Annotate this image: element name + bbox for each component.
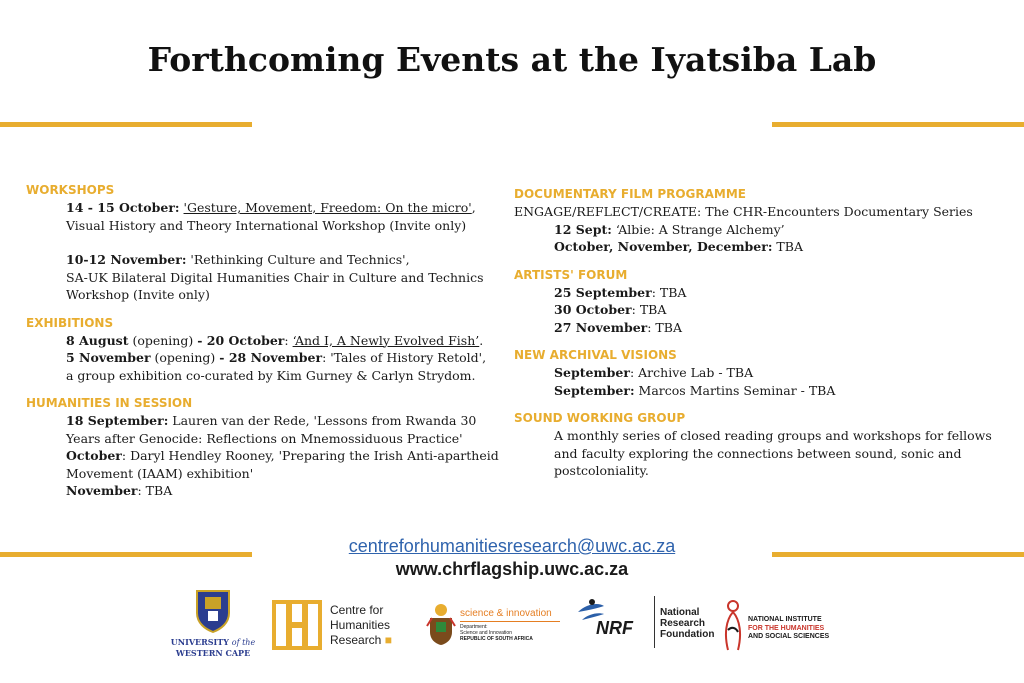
humanities-entry-1 [26, 412, 506, 447]
event-title: ‘Albie: A Strange Alchemy’ [611, 221, 785, 237]
contact-email-link[interactable]: centreforhumanitiesresearch@uwc.ac.za [348, 536, 676, 556]
dsi-line: REPUBLIC OF SOUTH AFRICA [460, 636, 533, 642]
event-title: : Daryl Hendley Rooney, 'Preparing the Irish Anti-apartheid [121, 448, 499, 463]
dsi-line: Department: [460, 624, 488, 630]
event-title: : TBA [651, 284, 687, 300]
nrf-name: Research [660, 618, 706, 629]
dsi-title: science & innovation [460, 608, 552, 619]
exhibition-entry-1: 8 August (opening) - 20 October: ‘And I, A Newly Evolved Fish’. [66, 332, 484, 348]
uwc-of-the: of the [231, 638, 256, 647]
chr-name-2: Humanities [330, 618, 391, 632]
dsi-logo [426, 602, 566, 652]
event-description: a group exhibition co-curated by Kim Gurney & Carlyn Strydom. [66, 367, 476, 383]
event-date: 5 November [66, 350, 151, 365]
event-date: October, November, December: [554, 239, 773, 254]
film-entry-2 [514, 238, 1014, 256]
event-description: SA-UK Bilateral Digital Humanities Chair in Culture and Technics [66, 269, 484, 285]
event-title: : 'Tales of History Retold', [322, 350, 487, 365]
nrf-name: Foundation [660, 629, 715, 640]
artists-entry-1 [514, 284, 1014, 302]
event-date: October [66, 448, 122, 463]
workshop-entry-2 [26, 251, 506, 304]
event-title: : TBA [631, 302, 667, 317]
section-heading-film: DOCUMENTARY FILM PROGRAMME [514, 187, 747, 201]
event-title: : TBA [647, 319, 682, 335]
coat-of-arms-icon [426, 602, 456, 646]
section-heading-humanities: HUMANITIES IN SESSION [26, 396, 193, 410]
website-link[interactable]: www.chrflagship.uwc.ac.za [395, 559, 629, 579]
event-date: 10-12 November: [66, 252, 187, 267]
event-description: Years after Genocide: Reflections on Mnemossiduous Practice' [66, 430, 463, 446]
event-description: Visual History and Theory International Workshop (Invite only) [66, 217, 467, 233]
archival-entry-2 [514, 382, 1014, 400]
description-line: postcoloniality. [554, 463, 649, 478]
nihss-name: NATIONAL INSTITUTE [748, 616, 822, 623]
nihss-name: FOR THE HUMANITIES [748, 624, 825, 632]
sound-description [514, 427, 1014, 480]
nrf-name: National [660, 607, 700, 618]
artists-entry-2 [514, 301, 1014, 319]
uwc-logo [168, 587, 258, 667]
nihss-name: AND SOCIAL SCIENCES [748, 633, 830, 640]
humanities-entry-3 [26, 482, 506, 500]
nihss-figure-icon [720, 600, 746, 656]
section-heading-workshops: WORKSHOPS [26, 183, 115, 197]
archival-entry-1 [514, 364, 1014, 382]
event-date: 8 August [66, 332, 129, 348]
crest-icon [193, 587, 233, 633]
event-date: 18 September: [66, 413, 169, 428]
chr-logo: Centre for Humanities Research ■ [272, 600, 412, 652]
event-description: Workshop (Invite only) [66, 287, 210, 302]
event-date: 27 November [554, 319, 648, 335]
nrf-logo [574, 596, 720, 652]
event-title: 'Gesture, Movement, Freedom: On the micro' [183, 200, 472, 215]
nrf-abbr: NRF [596, 618, 633, 638]
nihss-logo [720, 600, 840, 660]
event-date: September [554, 365, 630, 380]
workshop-entry-1: 14 - 15 October: 'Gesture, Movement, Freedom: On the micro', Visual History and Theory International Workshop (Invite only) [66, 200, 476, 233]
page-title: Forthcoming Events at the Iyatsiba Lab [147, 40, 877, 79]
chr-mark-icon [272, 600, 322, 650]
dsi-line: Science and Innovation [460, 630, 512, 636]
right-column [514, 186, 1014, 480]
event-title: : TBA [137, 483, 173, 498]
event-title: ‘And I, A Newly Evolved Fish’ [292, 332, 480, 348]
event-title: : Archive Lab - TBA [629, 365, 754, 380]
film-entry-1 [514, 221, 1014, 239]
section-heading-sound: SOUND WORKING GROUP [514, 411, 686, 425]
uwc-name: UNIVERSITY [170, 637, 229, 647]
event-date: November [66, 483, 138, 498]
section-heading-archival: NEW ARCHIVAL VISIONS [514, 348, 677, 362]
exhibition-entry-2 [26, 349, 506, 384]
section-heading-exhibitions: EXHIBITIONS [26, 315, 114, 330]
top-right-rule [772, 122, 1024, 127]
top-left-rule [0, 122, 252, 127]
event-title: Marcos Martins Seminar - TBA [634, 382, 836, 398]
separator: : [284, 332, 293, 348]
chr-name-1: Centre for [330, 603, 384, 617]
section-heading-artists: ARTISTS' FORUM [514, 267, 628, 282]
event-description: Movement (IAAM) exhibition' [66, 465, 254, 481]
event-title: Lauren van der Rede, 'Lessons from Rwanda 30 [168, 413, 477, 428]
event-date: 25 September [554, 284, 652, 300]
humanities-entry-2 [26, 447, 506, 482]
event-date: 30 October [554, 302, 632, 317]
event-date: - 20 October [197, 332, 285, 348]
event-note: (opening) [150, 350, 220, 365]
event-note: (opening) [128, 332, 198, 348]
event-title: TBA [772, 239, 803, 254]
event-date: 14 - 15 October: [66, 200, 180, 215]
description-line: and faculty exploring the connections between sound, sonic and [554, 445, 962, 461]
event-date: September: [554, 382, 635, 398]
description-line: A monthly series of closed reading groups and workshops for fellows [554, 428, 992, 443]
event-date: 12 Sept: [554, 221, 612, 237]
left-column [26, 182, 506, 500]
uwc-name-2: WESTERN CAPE [175, 648, 251, 658]
event-date: - 28 November [219, 350, 323, 365]
event-title: 'Rethinking Culture and Technics', [186, 252, 410, 267]
artists-entry-3 [514, 319, 1014, 337]
film-series-title: ENGAGE/REFLECT/CREATE: The CHR-Encounters Documentary Series [514, 204, 973, 219]
chr-name-3: Research [330, 633, 382, 647]
